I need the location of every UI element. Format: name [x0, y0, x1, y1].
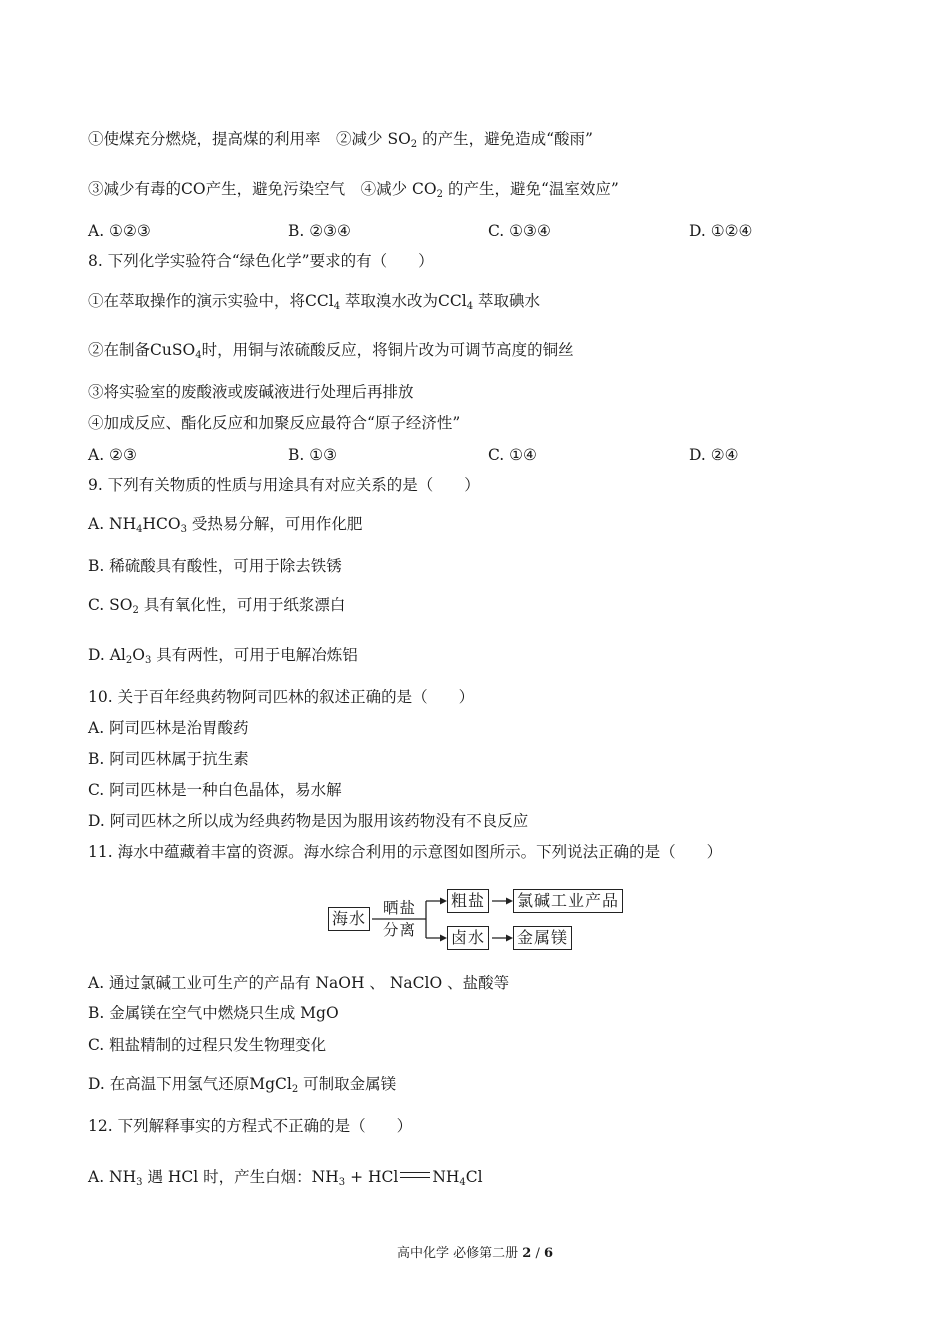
q9-stem: 9. 下列有关物质的性质与用途具有对应关系的是（ ）	[88, 476, 480, 494]
box-chlor-alkali-products: 氯碱工业产品	[513, 889, 623, 913]
q9-option-b: B. 稀硫酸具有酸性，可用于除去铁锈	[88, 557, 342, 575]
q8-option-d: D. ②④	[689, 446, 739, 464]
q7-item-1-2: ①使煤充分燃烧，提高煤的利用率 ②减少 $SO_2$ 的产生，避免造成“酸雨”	[88, 130, 593, 150]
q11-option-b: B. 金属镁在空气中燃烧只生成 MgO	[88, 1004, 339, 1022]
page-footer: 高中化学 必修第二册 2 / 6	[396, 1246, 554, 1261]
arrow-head-crude-salt	[440, 898, 447, 905]
q10-option-d: D. 阿司匹林之所以成为经典药物是因为服用该药物没有不良反应	[88, 812, 529, 830]
q7-option-d: D. ①②④	[689, 222, 753, 240]
q10-stem: 10. 关于百年经典药物阿司匹林的叙述正确的是（ ）	[88, 688, 475, 706]
equals-double-line	[400, 1172, 430, 1178]
q7-option-c: C. ①③④	[488, 222, 551, 240]
q11-option-a: A. 通过氯碱工业可生产的产品有 NaOH 、 NaClO 、盐酸等	[88, 974, 510, 992]
label-step-sun-drying: 晒盐	[383, 899, 417, 917]
arrow-head-magnesium	[506, 935, 513, 942]
box-metallic-magnesium: 金属镁	[513, 926, 572, 950]
q10-option-c: C. 阿司匹林是一种白色晶体，易水解	[88, 781, 342, 799]
q7-option-a: A. ①②③	[88, 222, 151, 240]
q8-item-3: ③将实验室的废酸液或废碱液进行处理后再排放	[88, 383, 414, 401]
q8-item-1: ①在萃取操作的演示实验中，将CCl$_4$ 萃取溴水改为CCl$_4$ 萃取碘水	[88, 292, 541, 312]
q11-option-c: C. 粗盐精制的过程只发生物理变化	[88, 1036, 327, 1054]
q8-stem: 8. 下列化学实验符合“绿色化学”要求的有（ ）	[88, 252, 434, 270]
label-step-separation: 分离	[383, 921, 417, 939]
q12-option-a: A. $NH_3$ 遇 HCl 时，产生白烟：$NH_3$ + HCl $NH_4Cl$	[88, 1168, 483, 1188]
q11-option-d: D. 在高温下用氢气还原MgCl$_2$ 可制取金属镁	[88, 1075, 397, 1095]
box-crude-salt: 粗盐	[447, 889, 489, 913]
q10-option-a: A. 阿司匹林是治胃酸药	[88, 719, 249, 737]
box-brine: 卤水	[447, 926, 489, 950]
q12-stem: 12. 下列解释事实的方程式不正确的是（ ）	[88, 1117, 413, 1135]
q9-option-a: A. $NH_4HCO_3$ 受热易分解，可用作化肥	[88, 515, 363, 535]
q8-option-c: C. ①④	[488, 446, 537, 464]
q8-item-2: ②在制备CuSO$_4$时，用铜与浓硫酸反应，将铜片改为可调节高度的铜丝	[88, 341, 574, 361]
q7-item-3-4: ③减少有毒的CO产生，避免污染空气 ④减少 $CO_2$ 的产生，避免“温室效应”	[88, 180, 619, 200]
q8-option-b: B. ①③	[288, 446, 338, 464]
box-seawater: 海水	[328, 907, 370, 931]
q8-option-a: A. ②③	[88, 446, 137, 464]
q7-option-b: B. ②③④	[288, 222, 351, 240]
q10-option-b: B. 阿司匹林属于抗生素	[88, 750, 249, 768]
q9-option-d: D. $Al_2O_3$ 具有两性，可用于电解冶炼铝	[88, 646, 358, 666]
q9-option-c: C. $SO_2$ 具有氧化性，可用于纸浆漂白	[88, 596, 346, 616]
arrow-head-chlor-alkali	[506, 898, 513, 905]
q11-stem: 11. 海水中蕴藏着丰富的资源。海水综合利用的示意图如图所示。下列说法正确的是（ ）	[88, 843, 723, 861]
q8-item-4: ④加成反应、酯化反应和加聚反应最符合“原子经济性”	[88, 414, 461, 432]
arrow-head-brine	[440, 935, 447, 942]
